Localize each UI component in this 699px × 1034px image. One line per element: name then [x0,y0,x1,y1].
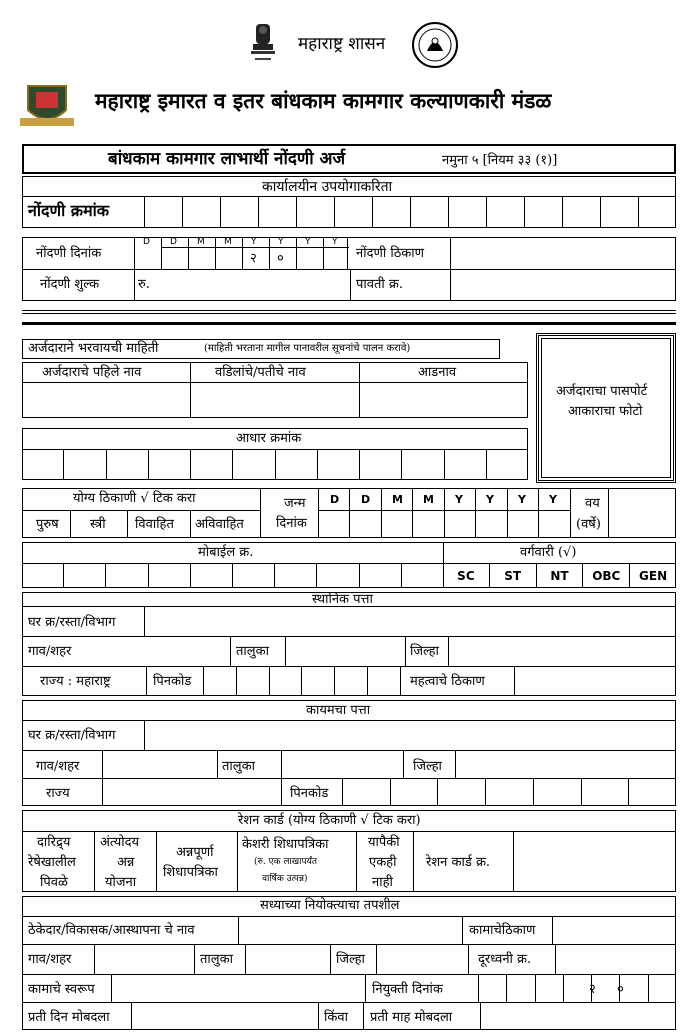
daily-wage-label: प्रती दिन मोबदला [28,1010,110,1025]
annapurna-label[interactable]: अन्नपूर्णा [176,845,214,860]
birth-date-cells[interactable] [318,488,570,538]
employer-village-label: गाव/शहर [28,952,72,967]
registration-fee-label: नोंदणी शुल्क [40,277,100,292]
category-option[interactable]: OBC [582,563,629,588]
year-digit: २ [589,982,596,997]
father-name-label: वडिलांचे/पतीचे नाव [215,365,306,380]
applicant-section-note: (माहिती भरताना मागील पानावरील सूचनांचे पालन करावे) [204,343,411,354]
board-logo-icon [18,82,76,130]
workplace-label: कामाचेठिकाण [469,923,536,938]
local-house-label: घर क्र/रस्ता/विभाग [28,615,116,630]
surname-label: आडनाव [418,365,457,380]
year-digit: ० [277,251,284,266]
local-district-label: जिल्हा [410,644,439,659]
ration-card-number-label: रेशन कार्ड क्र. [426,855,491,870]
employer-title: सध्याच्या नियोक्त्याचा तपशील [260,898,400,913]
category-option[interactable]: ST [489,563,536,588]
none-option-label[interactable]: यापैकी [368,835,400,850]
applicant-section-title: अर्जदाराने भरवायची माहिती [28,341,159,356]
age-label-line2: (वर्षे) [576,517,601,532]
male-option[interactable]: पुरुष [36,517,59,532]
registration-place-label: नोंदणी ठिकाण [356,246,425,261]
permanent-taluka-label: तालुका [222,759,255,774]
mobile-label: मोबाईल क्र. [198,545,254,560]
saffron-card-label[interactable]: केशरी शिधापत्रिका [242,837,329,852]
local-pincode-label: पिनकोड [153,674,192,689]
permanent-pincode-label: पिनकोड [290,786,329,801]
antyodaya-label[interactable]: अंत्योदय [100,835,140,850]
board-title: महाराष्ट्र इमारत व इतर बांधकाम कामगार कल्याणकारी मंडळ [95,88,552,113]
employer-phone-label: दूरध्वनी क्र. [478,952,532,967]
registration-date-label: नोंदणी दिनांक [36,246,102,261]
appointment-date-label: नियुक्ती दिनांक [372,982,443,997]
tick-instruction: योग्य ठिकाणी √ टिक करा [73,491,196,506]
local-taluka-label: तालुका [236,644,269,659]
category-options[interactable] [443,563,676,588]
birth-date-label-line2: दिनांक [276,516,307,531]
photo-label-line1: अर्जदाराचा पासपोर्ट [556,384,648,399]
local-house-input[interactable] [145,607,675,635]
permanent-village-label: गाव/शहर [36,759,80,774]
bpl-label[interactable]: दारिद्र्य [37,835,71,850]
permanent-pincode-cells[interactable] [342,778,676,806]
form-reference: नमुना ५ [नियम ३३ (१)] [442,153,558,168]
receipt-number-label: पावती क्र. [356,277,404,292]
aadhaar-cells[interactable] [22,449,528,480]
category-option[interactable]: GEN [629,563,676,588]
permanent-state-label: राज्य [46,786,70,801]
office-use-label: कार्यालयीन उपयोगाकरिता [262,179,393,195]
father-name-input[interactable] [191,383,358,417]
maharashtra-seal-icon [411,21,459,69]
contractor-label: ठेकेदार/विकासक/आस्थापना चे नाव [28,923,195,938]
ration-card-title: रेशन कार्ड (योग्य ठिकाणी √ टिक करा) [238,813,421,828]
age-label-line1: वय [585,496,600,511]
mobile-cells[interactable] [22,563,443,588]
first-name-label: अर्जदाराचे पहिले नाव [42,365,142,380]
year-digit: २ [250,251,257,266]
female-option[interactable]: स्त्री [90,517,106,532]
permanent-district-label: जिल्हा [413,759,442,774]
registration-number-cells[interactable] [144,196,676,228]
permanent-house-label: घर क्र/रस्ता/विभाग [28,728,116,743]
first-name-input[interactable] [23,383,189,417]
emblem-icon [247,22,279,68]
category-option[interactable]: NT [536,563,583,588]
surname-input[interactable] [360,383,527,417]
registration-date-cells[interactable] [134,237,348,269]
employer-taluka-label: तालुका [200,952,233,967]
photo-label-line2: आकाराचा फोटो [568,404,643,419]
category-option[interactable]: SC [457,569,475,583]
local-village-label: गाव/शहर [28,644,72,659]
married-option[interactable]: विवाहित [135,517,174,532]
unmarried-option[interactable]: अविवाहित [195,517,244,532]
section-separator [22,310,676,314]
registration-number-label: नोंदणी क्रमांक [28,201,110,220]
gov-title: महाराष्ट्र शासन [298,34,386,54]
or-label: किंवा [324,1010,348,1025]
local-pincode-cells[interactable] [203,666,401,696]
form-title: बांधकाम कामगार लाभार्थी नोंदणी अर्ज [108,149,346,169]
ration-card-number-input[interactable] [514,832,675,891]
permanent-house-input[interactable] [145,721,675,749]
rupee-label: रु. [138,277,150,292]
birth-date-label-line1: जन्म [284,496,306,511]
employer-district-label: जिल्हा [336,952,365,967]
aadhaar-label: आधार क्रमांक [236,431,302,446]
appointment-date-cells[interactable] [478,974,676,1002]
age-input[interactable] [609,489,675,537]
work-nature-label: कामाचे स्वरूप [28,982,95,997]
permanent-address-title: कायमचा पत्ता [306,703,371,718]
local-state-label: राज्य : महाराष्ट्र [40,674,111,689]
local-address-title: स्थानिक पत्ता [312,592,373,606]
category-label: वर्गवारी (√) [520,545,577,560]
year-digit: ० [617,982,624,997]
monthly-wage-label: प्रती माह मोबदला [370,1010,453,1025]
local-landmark-label: महत्वाचे ठिकाण [410,674,485,689]
